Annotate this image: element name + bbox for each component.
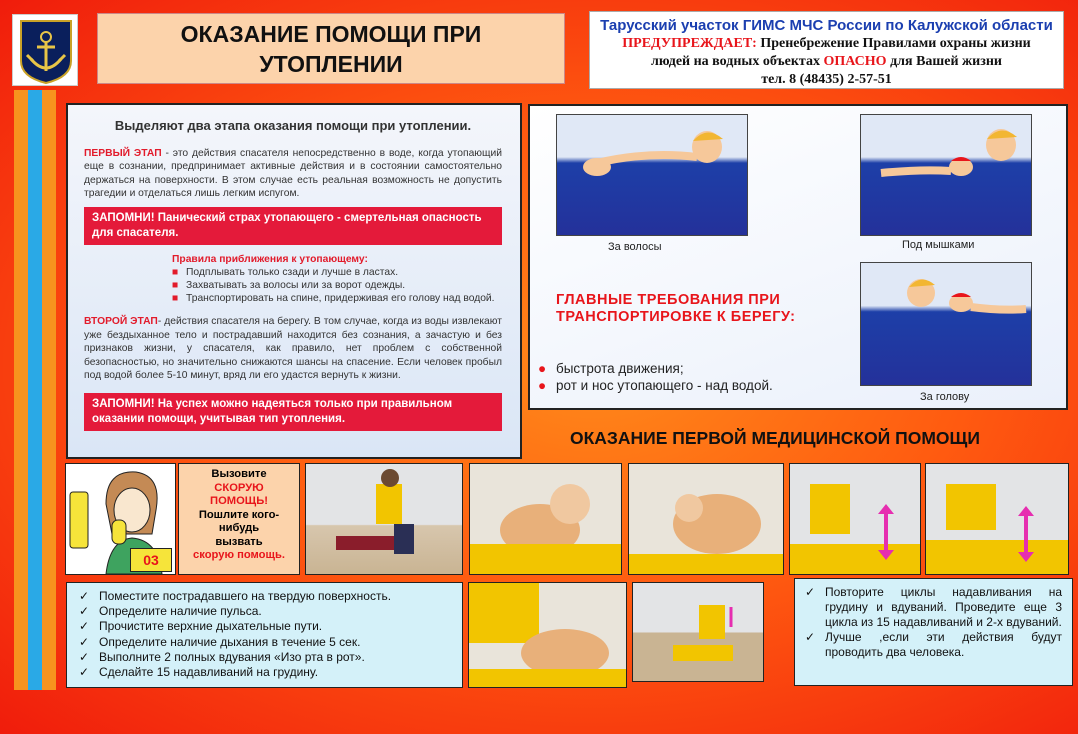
first-stage-text: - это действия спасателя непосредственно в воде, когда утопающий еще в сознании, предпринимает активные действия и в состоянии самостоятельно держаться на поверхности. В этом случае есть реальная возможность не допустить трагедии и отделаться лишь легким испугом. bbox=[84, 147, 503, 200]
warning-text-2a: людей на водных объектах bbox=[651, 54, 820, 69]
warning-text-1: Пренебрежение Правилами охраны жизни bbox=[760, 36, 1031, 51]
photo-chest-compressions bbox=[789, 463, 921, 575]
list-item: ✓ Повторите циклы надавливания на грудину и вдуваний. Проведите еще 3 цикла из 15 надавливаний и 2-х вдуваний. bbox=[805, 585, 1062, 629]
photo-head-tilt bbox=[469, 463, 622, 575]
emergency-number-badge: 03 bbox=[130, 548, 172, 572]
phone-call-illustration bbox=[65, 463, 176, 575]
illustration-head-tow bbox=[860, 262, 1032, 386]
photo-mouth-to-mouth bbox=[468, 582, 627, 688]
list-item: ✓ Сделайте 15 надавливаний на грудину. bbox=[79, 665, 319, 680]
photo-airway-check bbox=[628, 463, 784, 575]
repeat-cycles-box bbox=[794, 578, 1073, 686]
caption-armpit: Под мышками bbox=[902, 239, 975, 251]
call-ambulance-box bbox=[178, 463, 300, 575]
call-text-1: Вызовите bbox=[211, 468, 267, 480]
transport-requirements-title: ГЛАВНЫЕ ТРЕБОВАНИЯ ПРИ ТРАНСПОРТИРОВКЕ К БЕРЕГУ: bbox=[556, 292, 796, 325]
stages-heading: Выделяют два этапа оказания помощи при утоплении. bbox=[114, 118, 472, 133]
page-title-box bbox=[97, 13, 565, 84]
caption-hair: За волосы bbox=[608, 241, 662, 253]
list-item: ● рот и нос утопающего - над водой. bbox=[538, 378, 773, 393]
gims-emblem-logo bbox=[12, 14, 78, 86]
list-item: ● быстрота движения; bbox=[538, 361, 684, 376]
photo-two-person-cpr bbox=[925, 463, 1069, 575]
list-item: ✓ Определите наличие дыхания в течение 5 сек. bbox=[79, 634, 361, 649]
list-item: ✓ Выполните 2 полных вдувания «Изо рта в рот». bbox=[79, 649, 365, 664]
warning-line-1 bbox=[590, 36, 1063, 52]
transport-requirements-list bbox=[538, 360, 773, 394]
list-item: ✓ Определите наличие пульса. bbox=[79, 604, 262, 619]
call-text-3: Пошлите кого- нибудь вызвать bbox=[198, 508, 280, 548]
warning-phone: тел. 8 (48435) 2-57-51 bbox=[761, 72, 892, 87]
second-stage-label: ВТОРОЙ ЭТАП bbox=[84, 315, 158, 327]
photo-compressions-demo bbox=[632, 582, 764, 682]
list-item: ✓ Лучше ,если эти действия будут проводить два человека. bbox=[805, 630, 1062, 659]
second-stage-paragraph bbox=[84, 315, 502, 383]
call-text-4: скорую помощь. bbox=[193, 549, 285, 561]
list-item: ■ Подплывать только сзади и лучше в ластах. bbox=[172, 266, 399, 278]
warning-word: ПРЕДУПРЕЖДАЕТ: bbox=[622, 36, 757, 51]
remember-banner-1: ЗАПОМНИ! Панический страх утопающего - смертельная опасность для спасателя. bbox=[84, 207, 502, 245]
illustration-hair-tow bbox=[556, 114, 748, 236]
first-aid-title: ОКАЗАНИЕ ПЕРВОЙ МЕДИЦИНСКОЙ ПОМОЩИ bbox=[570, 428, 980, 448]
photo-rescuer-kneeling bbox=[305, 463, 463, 575]
transport-panel bbox=[528, 104, 1068, 410]
page-title: ОКАЗАНИЕ ПОМОЩИ ПРИ УТОПЛЕНИИ bbox=[180, 20, 482, 77]
caption-head: За голову bbox=[920, 391, 970, 403]
first-aid-steps bbox=[66, 582, 463, 688]
warning-danger: ОПАСНО bbox=[823, 54, 887, 69]
warning-box bbox=[589, 11, 1064, 89]
remember-banner-2: ЗАПОМНИ! На успех можно надеяться только при правильном оказании помощи, учитывая тип утопления. bbox=[84, 393, 502, 431]
list-item: ■ Захватывать за волосы или за ворот одежды. bbox=[172, 279, 406, 291]
list-item: ✓ Поместите пострадавшего на твердую поверхность. bbox=[79, 589, 392, 603]
list-item: ✓ Прочистите верхние дыхательные пути. bbox=[79, 619, 323, 634]
warning-org: Тарусский участок ГИМС МЧС России по Калужской области bbox=[600, 17, 1053, 34]
approach-rules-title: Правила приближения к утопающему: bbox=[172, 253, 368, 265]
first-stage-label: ПЕРВЫЙ ЭТАП bbox=[84, 147, 162, 159]
call-text-2: СКОРУЮ ПОМОЩЬ! bbox=[210, 481, 268, 507]
stages-panel bbox=[66, 103, 522, 459]
list-item: ■ Транспортировать на спине, придерживая его голову над водой. bbox=[172, 292, 495, 304]
first-stage-paragraph bbox=[84, 147, 502, 201]
illustration-armpit-tow bbox=[860, 114, 1032, 236]
decorative-stripes bbox=[14, 90, 58, 690]
approach-rules bbox=[172, 253, 502, 305]
second-stage-text: - действия спасателя на берегу. В том случае, когда из воды извлекают уже бездыханное тело и пострадавший находится без сознания, а зачастую и без признаков жизни, у спасателя, как правило, нет проблем с собственной безопасностью, но значительно снижаются шансы на спасение. Если человек пробыл под водой более 5-10 минут, вряд ли его удастся вернуть к жизни. bbox=[84, 315, 502, 382]
warning-text-2b: для Вашей жизни bbox=[890, 54, 1002, 69]
warning-line-2 bbox=[590, 54, 1063, 70]
